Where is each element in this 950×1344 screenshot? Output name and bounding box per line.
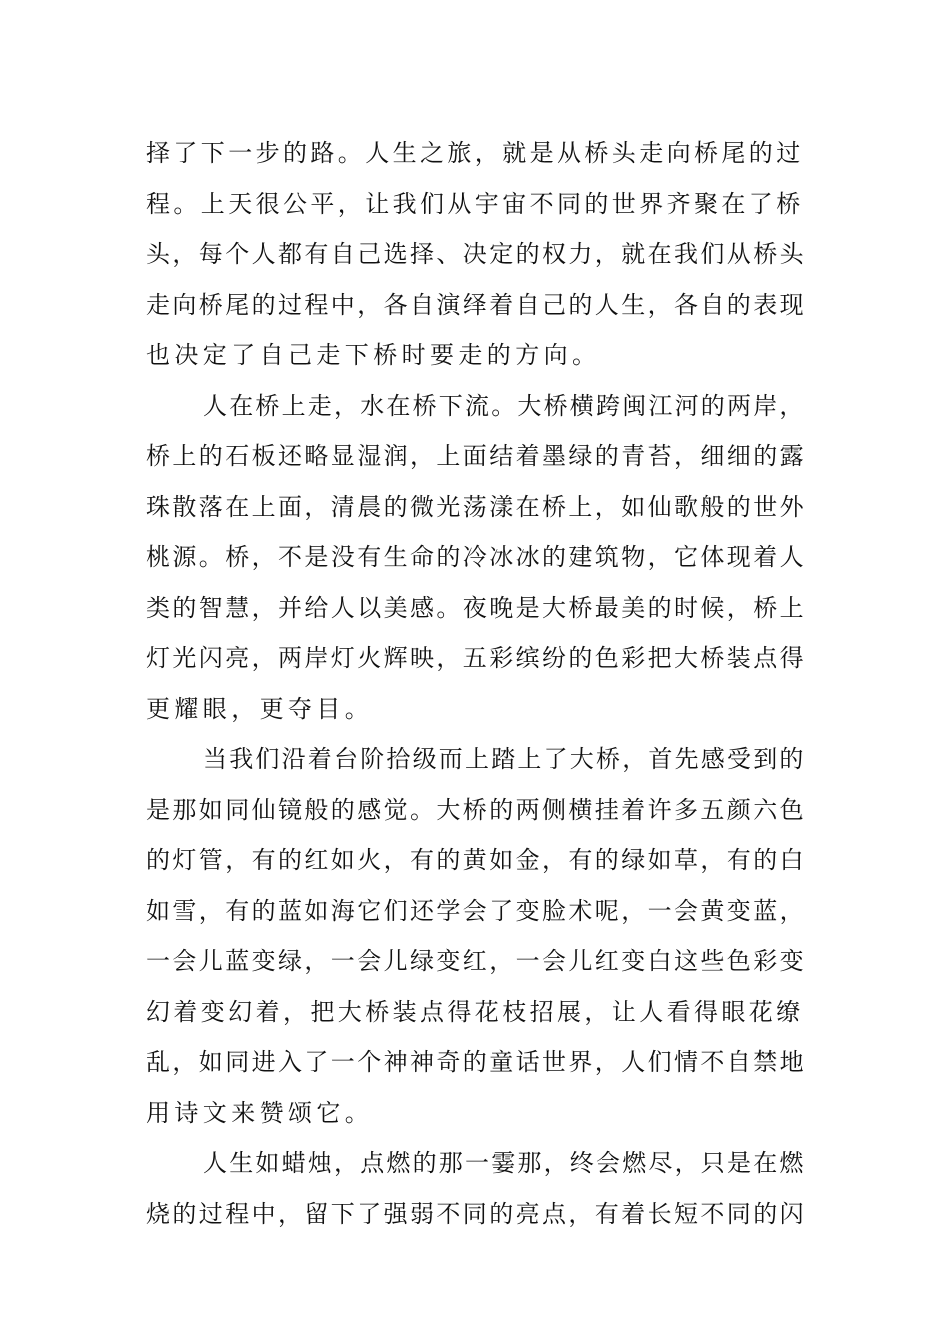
paragraph-2 bbox=[146, 381, 806, 735]
paragraph-3 bbox=[146, 734, 806, 1138]
paragraph-4 bbox=[146, 1138, 806, 1239]
text-line: 类的智慧，并给人以美感。夜晚是大桥最美的时候，桥上 bbox=[146, 593, 806, 622]
text-line: 幻着变幻着，把大桥装点得花枝招展，让人看得眼花缭 bbox=[146, 997, 804, 1026]
text-line: 灯光闪亮，两岸灯火辉映，五彩缤纷的色彩把大桥装点得 bbox=[146, 644, 806, 672]
text-line: 当我们沿着台阶拾级而上踏上了大桥，首先感受到的 bbox=[203, 745, 806, 773]
text-line: 桥上的石板还略显湿润，上面结着墨绿的青苔，细细的露 bbox=[146, 442, 806, 470]
text-line: 也决定了自己走下桥时要走的方向。 bbox=[146, 341, 601, 369]
text-line: 人生如蜡烛，点燃的那一霎那，终会燃尽，只是在燃 bbox=[203, 1149, 806, 1177]
text-line: 乱，如同进入了一个神神奇的童话世界，人们情不自禁地 bbox=[146, 1048, 806, 1076]
text-line: 烧的过程中，留下了强弱不同的亮点，有着长短不同的闪 bbox=[146, 1199, 806, 1228]
text-line: 桃源。桥，不是没有生命的冷冰冰的建筑物，它体现着人 bbox=[146, 543, 806, 571]
paragraph-1 bbox=[146, 128, 806, 381]
text-line: 程。上天很公平，让我们从宇宙不同的世界齐聚在了桥 bbox=[146, 189, 804, 218]
text-line: 一会儿蓝变绿，一会儿绿变红，一会儿红变白这些色彩变 bbox=[146, 947, 806, 975]
text-line: 择了下一步的路。人生之旅，就是从桥头走向桥尾的过 bbox=[146, 139, 804, 167]
text-line: 人在桥上走，水在桥下流。大桥横跨闽江河的两岸， bbox=[203, 391, 806, 420]
text-line: 头，每个人都有自己选择、决定的权力，就在我们从桥头 bbox=[146, 240, 806, 268]
text-line: 是那如同仙镜般的感觉。大桥的两侧横挂着许多五颜六色 bbox=[146, 795, 806, 824]
text-line: 如雪，有的蓝如海它们还学会了变脸术呢，一会黄变蓝， bbox=[146, 896, 806, 925]
text-line: 走向桥尾的过程中，各自演绎着自己的人生，各自的表现 bbox=[146, 290, 806, 319]
text-line: 的灯管，有的红如火，有的黄如金，有的绿如草，有的白 bbox=[146, 846, 806, 874]
document-body bbox=[146, 128, 806, 1239]
text-line: 更耀眼，更夺目。 bbox=[146, 694, 374, 723]
text-line: 珠散落在上面，清晨的微光荡漾在桥上，如仙歌般的世外 bbox=[146, 492, 806, 521]
text-line: 用诗文来赞颂它。 bbox=[146, 1098, 374, 1127]
